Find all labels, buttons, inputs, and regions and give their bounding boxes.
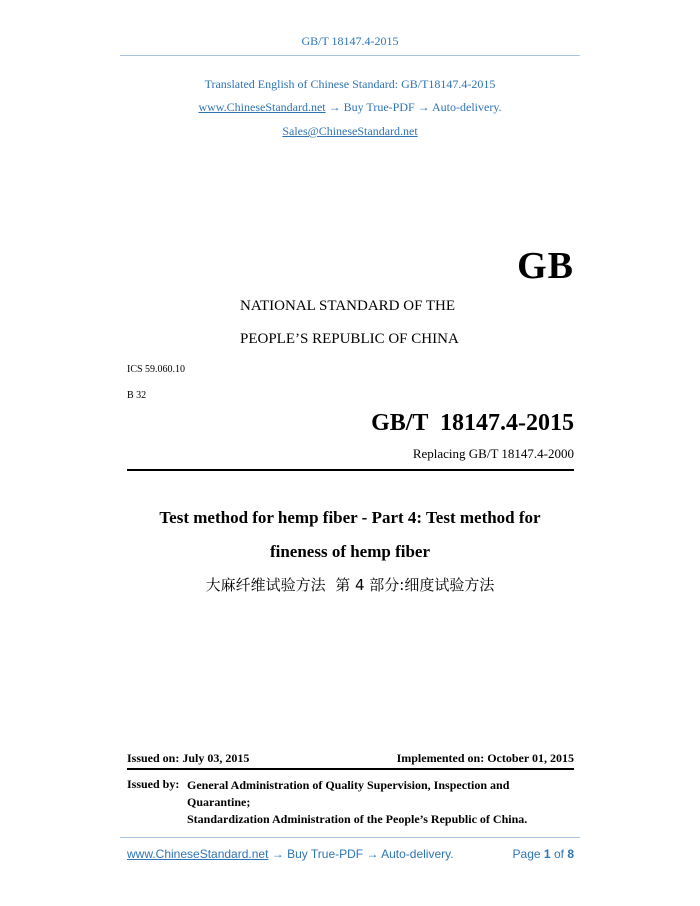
issued-by-line3: Standardization Administration of the People’s Republic of China. bbox=[187, 812, 528, 826]
dates-rule bbox=[127, 768, 574, 770]
issued-by-line2: Quarantine; bbox=[187, 795, 251, 809]
page-of: of bbox=[553, 847, 564, 861]
page-current: 1 bbox=[543, 847, 551, 861]
footer-purchase-text: → Buy True-PDF → Auto-delivery. bbox=[268, 847, 454, 861]
title-line1: Test method for hemp fiber - Part 4: Test method for bbox=[159, 508, 541, 527]
page-label: Page bbox=[512, 847, 541, 861]
footer-purchase-line bbox=[127, 847, 454, 861]
translation-notice: Translated English of Chinese Standard: GB/T18147.4-2015 bbox=[204, 77, 496, 91]
standard-rule bbox=[127, 469, 574, 471]
page-total: 8 bbox=[567, 847, 574, 861]
issued-by-line1: General Administration of Quality Supervision, Inspection and bbox=[187, 778, 510, 792]
title-line2: fineness of hemp fiber bbox=[269, 542, 431, 561]
ccs-code: B 32 bbox=[127, 390, 147, 401]
email-line bbox=[0, 124, 700, 139]
implemented-on: Implemented on: October 01, 2015 bbox=[396, 751, 574, 765]
issued-on: Issued on: July 03, 2015 bbox=[127, 751, 250, 765]
standard-number: GB/T 18147.4-2015 bbox=[371, 410, 574, 436]
footer-site-link[interactable]: www.ChineseStandard.net bbox=[127, 847, 269, 861]
national-standard-line2: PEOPLE’S REPUBLIC OF CHINA bbox=[240, 331, 459, 347]
running-header: GB/T 18147.4-2015 bbox=[301, 34, 399, 48]
footer-rule bbox=[120, 837, 580, 838]
purchase-line bbox=[0, 100, 700, 115]
email-link[interactable]: Sales@ChineseStandard.net bbox=[282, 124, 418, 138]
header-rule bbox=[120, 55, 580, 56]
page-indicator bbox=[513, 847, 574, 861]
title-chinese: 大麻纤维试验方法 第 4 部分:细度试验方法 bbox=[205, 576, 495, 594]
purchase-text: → Buy True-PDF → Auto-delivery. bbox=[325, 100, 502, 114]
issued-by-label: Issued by: bbox=[127, 777, 180, 791]
gb-logo: GB bbox=[517, 245, 574, 287]
ics-code: ICS 59.060.10 bbox=[127, 364, 186, 375]
national-standard-line1: NATIONAL STANDARD OF THE bbox=[240, 298, 456, 314]
replacing-note: Replacing GB/T 18147.4-2000 bbox=[412, 446, 574, 461]
site-link[interactable]: www.ChineseStandard.net bbox=[198, 100, 326, 114]
issued-by-authorities bbox=[187, 777, 527, 828]
